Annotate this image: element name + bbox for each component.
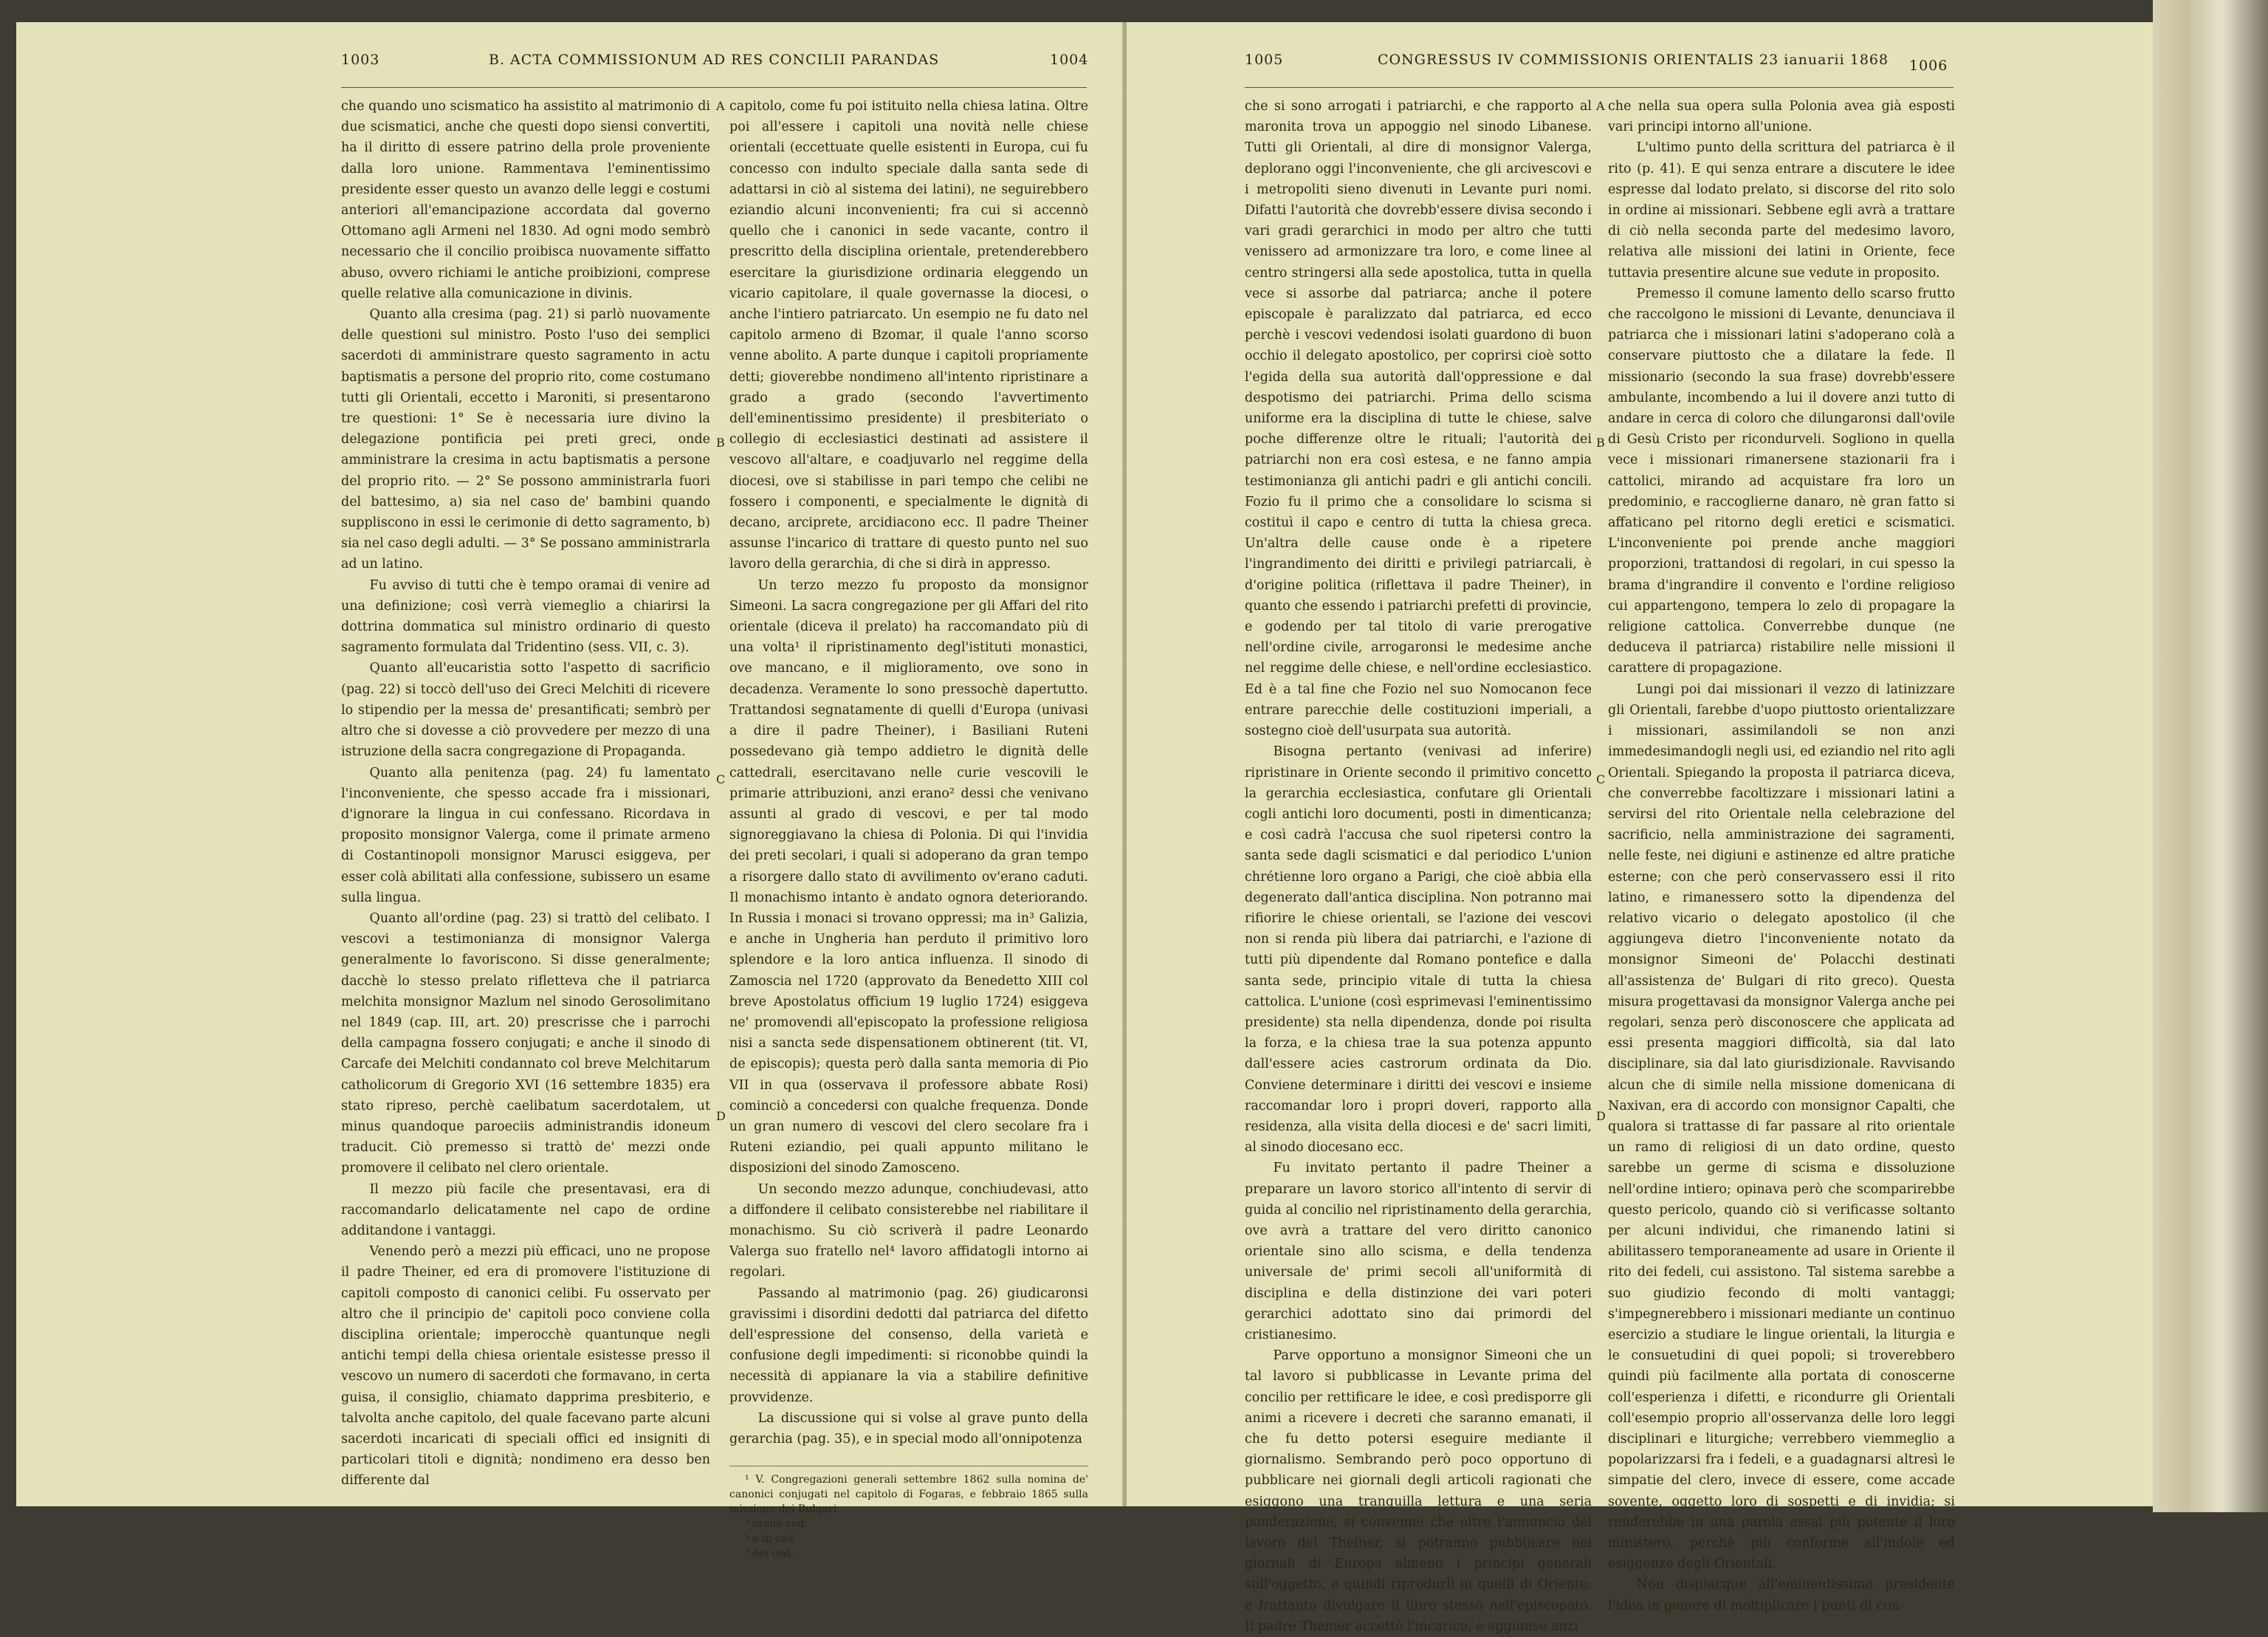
paragraph: Venendo però a mezzi più efficaci, uno ne propose il padre Theiner, ed era di promovere l'istituzione di capitoli composto di canonici celibi. Fu osservato per altro che il principio de' capitoli poco conviene colla disciplina orientale; imperocchè quantunque negli antichi tempi della chiesa orientale esistesse presso il vescovo un numero di sacerdoti che formavano, in certa guisa, il consiglio, chiamato dapprima presbiterio, e talvolta anche capitolo, del quale facevano parte alcuni sacerdoti incaricati di speciali offici ed insigniti di particolari titoli e dignità; nondimeno era desso ben differente dal — [341, 1244, 710, 1489]
margin-letter-b: B — [716, 436, 725, 450]
margin-letter-c: C — [716, 772, 726, 786]
paragraph: Fu invitato pertanto il padre Theiner a preparare un lavoro storico all'intento di servir di guida al concilio nel ripristinamento della gerarchia, ove avrà a trattare del vero diritto canonico orientale sino allo scisma, e della tendenza universale de' primi secoli all'uniformità di disciplina e della distinzione dei vari poteri gerarchici adottato sino dai primordi del cristianesimo. — [1245, 1161, 1592, 1342]
paragraph: Non dispiacque all'eminentissimo presidente l'idea in genere di moltiplicare i punti di con- — [1608, 1577, 1955, 1613]
margin-letter-d: D — [716, 1109, 726, 1123]
paragraph: Quanto alla cresima (pag. 21) si parlò nuovamente delle questioni sul ministro. Posto l'uso dei semplici sacerdoti di amministrare questo sagramento in actu baptismatis a persone del proprio rito, come costumano tutti gli Orientali, eccetto i Maroniti, si presentarono tre questioni: 1° Se è necessaria iure divino la delegazione pontificia pei preti greci, onde amministrare la cresima in actu baptismatis a persone del proprio rito. — 2° Se possono amministrarla fuori del battesimo, a) sia nel caso de' bambini quando suppliscono in essi le cerimonie di detto sagramento, b) sia nel caso degli adulti. — 3° Se possano amministrarla ad un latino. — [341, 307, 710, 572]
right-page-column-a — [1245, 96, 1592, 1637]
paragraph: che nella sua opera sulla Polonia avea già esposti vari principi intorno all'unione. — [1608, 99, 1955, 135]
footnote: ⁴ del cod. — [745, 1548, 794, 1560]
margin-letter-b: B — [1596, 436, 1605, 450]
right-page-column-b — [1608, 96, 1955, 1616]
footnote: ³ e in cod. — [745, 1533, 797, 1545]
margin-letter-c: C — [1596, 772, 1606, 786]
footnotes — [729, 1466, 1088, 1561]
page-number-1003: 1003 — [341, 52, 380, 68]
paragraph: Parve opportuno a monsignor Simeoni che un tal lavoro si pubblicasse in Levante prima del concilio per rettificare le idee, e così predisporre gli animi a ricevere i decreti che saranno emanati, il che fu detto potersi eseguire mediante il giornalismo. Sembrando però poco opportuno di pubblicare nei giornali degli articoli ragionati che esiggono una tranquilla lettura e una seria ponderazione, si convenne che oltre l'annuncio del lavoro del Theiner, si potranno pubblicare nei giornali di Europa almeno i principi generali sull'oggetto, e quindi riprodurli in quelli di Oriente; e frattanto divulgare il libro stesso nell'episcopato. Il padre Theiner accettò l'incarico, e aggiunse anzi — [1245, 1348, 1592, 1634]
paragraph: Bisogna pertanto (venivasi ad inferire) ripristinare in Oriente secondo il primitivo concetto la gerarchia ecclesiastica, confutare gli Orientali cogli antichi loro documenti, posti in dimenticanza; e così cadrà l'accusa che suol ripetersi contro la santa sede dagli scismatici e dal periodico L'union chrétienne loro organo a Parigi, che cioè abbia ella degenerato dall'antica disciplina. Non potranno mai rifiorire le chiese orientali, se l'azione dei vescovi non si renda più libera dai patriarchi, e l'azione di tutti più dipendente dal Romano pontefice e dalla santa sede, principio vitale di tutta la chiesa cattolica. L'unione (così esprimevasi l'eminentissimo presidente) sta nella dipendenza, donde poi risulta la forza, e la chiesa trae la sua potenza appunto dall'essere acies castrorum ordinata da Dio. Conviene determinare i diritti dei vescovi e insieme raccomandar loro i propri doveri, rapporto alla residenza, alla visita della diocesi e de' sacri limiti, al sinodo diocesano ecc. — [1245, 744, 1592, 1156]
paragraph: che si sono arrogati i patriarchi, e che rapporto al maronita trova un appoggio nel sinodo Libanese. Tutti gli Orientali, al dire di monsignor Valerga, deplorano oggi l'inconveniente, che gli arcivescovi e i metropoliti sieno divenuti in Levante puri nomi. Difatti l'autorità che dovrebb'essere divisa secondo i vari gradi gerarchici in modo per altro che tutti venissero ad armonizzare tra loro, e come linee al centro stringersi alla sede apostolica, tutta in quella vece si assorbe dal patriarca; anche il potere episcopale è paralizzato dal patriarca, ed ecco perchè i vescovi vedendosi isolati guardono di buon occhio il delegato apostolico, per coprirsi cioè sotto l'egida della sua autorità dall'oppressione e dal despotismo dei patriarchi. Prima dello scisma uniforme era la disciplina di tutte le chiese, salve poche differenze oltre le rituali; l'autorità dei patriarchi non era così estesa, e ne fanno ampia testimonianza gli antichi padri e gli antichi concili. Fozio fu il primo che a consolidare lo scisma si costituì il capo e centro di tutta la chiesa greca. Un'altra delle cause onde è a ripetere l'ingrandimento dei diritti e privilegi patriarcali, è d'origine politica (riflettava il padre Theiner), in quanto che essendo i patriarchi prefetti di provincie, e godendo per tal titolo di varie prerogative nell'ordine civile, arrogaronsi le medesime anche nel reggime delle chiese, e nell'ordine ecclesiastico. Ed è a tal fine che Fozio nel suo Nomocanon fece entrare parecchie delle costituzioni imperiali, a sostegno cioè dell'usurpata sua autorità. — [1245, 99, 1592, 739]
right-page — [1127, 22, 2153, 1634]
paragraph: Un terzo mezzo fu proposto da monsignor Simeoni. La sacra congregazione per gli Affari del rito orientale (diceva il prelato) ha raccomandato più di una volta¹ il ripristinamento degl'istituti monastici, ove mancano, e il miglioramento, ove sono in decadenza. Veramente lo sono pressochè dapertutto. Trattandosi segnatamente di quelli d'Europa (univasi a dire il padre Theiner), i Basiliani Ruteni possedevano già tempo addietro le dignità delle cattedrali, esercitavano nelle curie vescovili le primarie attribuzioni, anzi erano² dessi che venivano assunti al grado di vescovi, e per tal modo signoreggiavano la chiesa di Polonia. Di qui l'invidia dei preti secolari, i quali si adoperano da gran tempo a risorgere dallo stato di avvilimento ov'erano caduti. Il monachismo intanto è andato ognora deteriorando. In Russia i monaci si trovano oppressi; ma in³ Galizia, e anche in Ungheria han perduto il primitivo loro splendore e la loro antica influenza. Il sinodo di Zamoscia nel 1720 (approvato da Benedetto XIII col breve Apostolatus officium 19 luglio 1724) esiggeva ne' promovendi all'episcopato la professione religiosa nisi a sancta sede dispensationem obtinerent (tit. VI, de episcopis); questa però dalla santa memoria di Pio VII in qua (osservava il professore abbate Rosi) cominciò a concedersi con qualche frequenza. Donde un gran numero di vescovi del clero secolare fra i Ruteni eziandio, pei quali appunto militano le disposizioni del sinodo Zamosceno. — [729, 577, 1088, 1176]
paragraph: Fu avviso di tutti che è tempo oramai di venire ad una definizione; così verrà viemeglio a chiarirsi la dottrina dommatica sul ministro ordinario di questo sagramento formulata dal Tridentino (sess. VII, c. 3). — [341, 577, 710, 656]
paragraph: Passando al matrimonio (pag. 26) giudicaronsi gravissimi i disordini dedotti dal patriarca del difetto dell'espressione del consenso, della varietà e confusione degli impedimenti: si riconobbe quindi la necessità di appianare la via a stabilire definitive provvidenze. — [729, 1286, 1088, 1405]
paragraph: Quanto all'ordine (pag. 23) si trattò del celibato. I vescovi a testimonianza di monsignor Valerga generalmente lo favoriscono. Si disse generalmente; dacchè lo stesso prelato rifletteva che il patriarca melchita monsignor Mazlum nel sinodo Gerosolimitano nel 1849 (cap. III, art. 20) prescrisse che i parrochi della campagna fossero conjugati; e anche il sinodo di Carcafe dei Melchiti condannato col breve Melchitarum catholicorum di Gregorio XVI (16 settembre 1835) era stato ripreso, perchè caelibatum sacerdotalem, ut minus quandoque paroeciis administrandis idoneum traducit. Ciò premesso si trattò de' mezzi onde promovere il celibato nel clero orientale. — [341, 910, 710, 1176]
footnote: ² erano cod. — [745, 1518, 808, 1531]
page-number-1006: 1006 — [1909, 58, 1948, 74]
header-rule — [1245, 87, 1953, 88]
margin-letter-d: D — [1596, 1109, 1606, 1123]
paragraph: Quanto all'eucaristia sotto l'aspetto di sacrificio (pag. 22) si toccò dell'uso dei Greci Melchiti di ricevere lo stipendio per la messa de' presantificati; sembrò per altro che si dovesse a ciò provvedere per mezzo di una istruzione della sacra congregazione di Propaganda. — [341, 661, 710, 760]
page-number-1004: 1004 — [1050, 52, 1089, 68]
left-page-column-a — [341, 96, 710, 1492]
paragraph: Quanto alla penitenza (pag. 24) fu lamentato l'inconveniente, che spesso accade fra i missionari, d'ignorare la lingua in cui confessano. Ricordava in proposito monsignor Valerga, come il primate armeno di Costantinopoli monsignor Marusci esiggeva, per esser colà abilitati alla confessione, subissero un esame sulla lingua. — [341, 765, 710, 905]
paragraph: Premesso il comune lamento dello scarso frutto che raccolgono le missioni di Levante, denunciava il patriarca che i missionari latini s'adoperano colà a conservare piuttosto che a dilatare la fede. Il missionario (secondo la sua frase) dovrebb'essere ambulante, incombendo a lui il dovere anzi tutto di andare in cerca di coloro che dilungaronsi dall'ovile di Gesù Cristo per ricondurveli. Sogliono in quella vece i missionari rimanersene stazionarii fra i cattolici, mirando ad acquistare fra loro un predominio, e raccoglierne danaro, nè gran fatto si affaticano pel ritorno degli eretici e scismatici. L'inconveniente poi prende anche maggiori proporzioni, trattandosi di regolari, in cui spesso la brama d'ingrandire il convento e l'ordine religioso cui appartengono, tempera lo zelo di propagare la religione cattolica. Converrebbe dunque (ne deduceva il patriarca) ristabilire nelle missioni il carattere di propagazione. — [1608, 286, 1955, 676]
running-title-right: CONGRESSUS IV COMMISSIONIS ORIENTALIS 23 ianuarii 1868 — [1378, 52, 1889, 68]
footnote: ¹ V. Congregazioni generali settembre 1862 sulla nomina de' canonici conjugati nel capitolo di Fogaras, e febbraio 1865 sulla missione dei Bulgari. — [729, 1474, 1088, 1516]
paragraph: La discussione qui si volse al grave punto della gerarchia (pag. 35), e in special modo all'onnipotenza — [729, 1410, 1088, 1446]
book-page-edges — [2153, 0, 2268, 1512]
margin-letter-a: A — [716, 99, 725, 113]
left-page-column-b — [729, 96, 1088, 1561]
paragraph: Un secondo mezzo adunque, conchiudevasi, atto a diffondere il celibato consisterebbe nel riabilitare il monachismo. Su ciò scriverà il padre Leonardo Valerga suo fratello nel⁴ lavoro affidatogli intorno ai regolari. — [729, 1181, 1088, 1280]
paragraph: Lungi poi dai missionari il vezzo di latinizzare gli Orientali, farebbe d'uopo piuttosto orientalizzare i missionari, assimilandoli se non anzi immedesimandogli negli usi, ed eziandio nel rito agli Orientali. Spiegando la proposta il patriarca diceva, che converrebbe facoltizzare i missionari latini a servirsi del rito Orientale nella celebrazione del sacrificio, nella amministrazione dei sagramenti, nelle feste, nei digiuni e astinenze ed altre pratiche esterne; con che però conservassero essi il rito latino, e rimanessero sotto la dipendenza del relativo vicario o delegato apostolico (il che aggiungeva dietro l'inconveniente notato da monsignor Simeoni de' Polacchi destinati all'assistenza de' Bulgari di rito greco). Questa misura progettavasi da monsignor Valerga anche pei regolari, senza però disconoscere che applicata ad essi presenta maggiori difficoltà, sia dal lato disciplinare, sia dal lato giurisdizionale. Ravvisando alcun che di simile nella missione domenicana di Naxivan, era di accordo con monsignor Capalti, che qualora si trattasse di far passare al rito orientale un ramo di religiosi di un dato ordine, questo sarebbe un germe di scisma e dissoluzione nell'ordine intiero; opinava però che scomparirebbe questo pericolo, quando ciò si verificasse soltanto per alcuni individui, che rimanendo latini si abilitassero temporaneamente ad usare in Oriente il rito dei fedeli, cui assistono. Tal sistema sarebbe a suo giudizio fecondo di molti vantaggi; s'impegnerebbero i missionari mediante un continuo esercizio a studiare le lingue orientali, la liturgia e le consuetudini di quei popoli; si troverebbero quindi più facilmente alla portata di conoscerne coll'esperienza i difetti, e ricondurre gli Orientali coll'esempio proprio all'osservanza delle loro leggi disciplinari e liturgiche; verrebbero viemmeglio a popolarizzarsi fra i fedeli, e a guadagnarsi altresì le simpatie del clero, invece di essere, come accade sovente, oggetto loro di sospetti e di invidia; si renderebbe in una parola assai più potente il loro ministero, perchè più conforme all'indole ed esiggenze degli Orientali. — [1608, 682, 1955, 1572]
header-rule — [341, 87, 1087, 88]
left-page — [16, 22, 1124, 1560]
running-title-left: B. ACTA COMMISSIONUM AD RES CONCILII PARANDAS — [489, 52, 940, 68]
margin-letter-a: A — [1596, 99, 1605, 113]
paragraph: Il mezzo più facile che presentavasi, era di raccomandarlo delicatamente nel capo de ordine additandone i vantaggi. — [341, 1181, 710, 1238]
paragraph: L'ultimo punto della scrittura del patriarca è il rito (p. 41). E qui senza entrare a discutere le idee espresse dal lodato prelato, si discorse del rito solo in ordine ai missionari. Sebbene egli avrà a trattare di ciò nella seconda parte del medesimo lavoro, relativa alle missioni dei latini in Oriente, fece tuttavia presentire alcune sue vedute in proposito. — [1608, 140, 1955, 281]
page-number-1005: 1005 — [1245, 52, 1284, 68]
paragraph: che quando uno scismatico ha assistito al matrimonio di due scismatici, anche che questi dopo siensi convertiti, ha il diritto di essere patrino della prole proveniente dalla loro unione. Rammentava l'eminentissimo presidente esser questo un avanzo delle leggi e costumi anteriori all'emancipazione accordata dal governo Ottomano agli Armeni nel 1830. Ad ogni modo sembrò necessario che il concilio proibisca nuovamente siffatto abuso, ovvero richiami le antiche proibizioni, comprese quelle relative alla comunicazione in divinis. — [341, 99, 710, 301]
paragraph: capitolo, come fu poi istituito nella chiesa latina. Oltre poi all'essere i capitoli una novità nelle chiese orientali (eccettuate quelle esistenti in Europa, cui fu concesso con indulto speciale dalla santa sede di adattarsi in ciò al sistema dei latini), ne seguirebbero eziandio alcuni inconvenienti; fra cui si accennò quello che i canonici in sede vacante, contro il prescritto della disciplina orientale, pretenderebbero esercitare la giurisdizione ordinaria eleggendo un vicario capitolare, il quale governasse la diocesi, o anche l'intiero patriarcato. Un esempio ne fu dato nel capitolo armeno di Bzomar, il quale l'anno scorso venne abolito. A parte dunque i capitoli propriamente detti; gioverebbe nondimeno all'intento ripristinare a grado a grado (secondo l'avvertimento dell'eminentissimo presidente) il presbiteriato o collegio di ecclesiastici destinati ad assistere il vescovo all'altare, e coadjuvarlo nel reggime della diocesi, ove si stabilisse in pari tempo che celibi ne fossero i componenti, e specialmente le dignità di decano, arciprete, arcidiacono ecc. Il padre Theiner assunse l'incarico di trattare di questo punto nel suo lavoro della gerarchia, di che si dirà in appresso. — [729, 99, 1088, 572]
